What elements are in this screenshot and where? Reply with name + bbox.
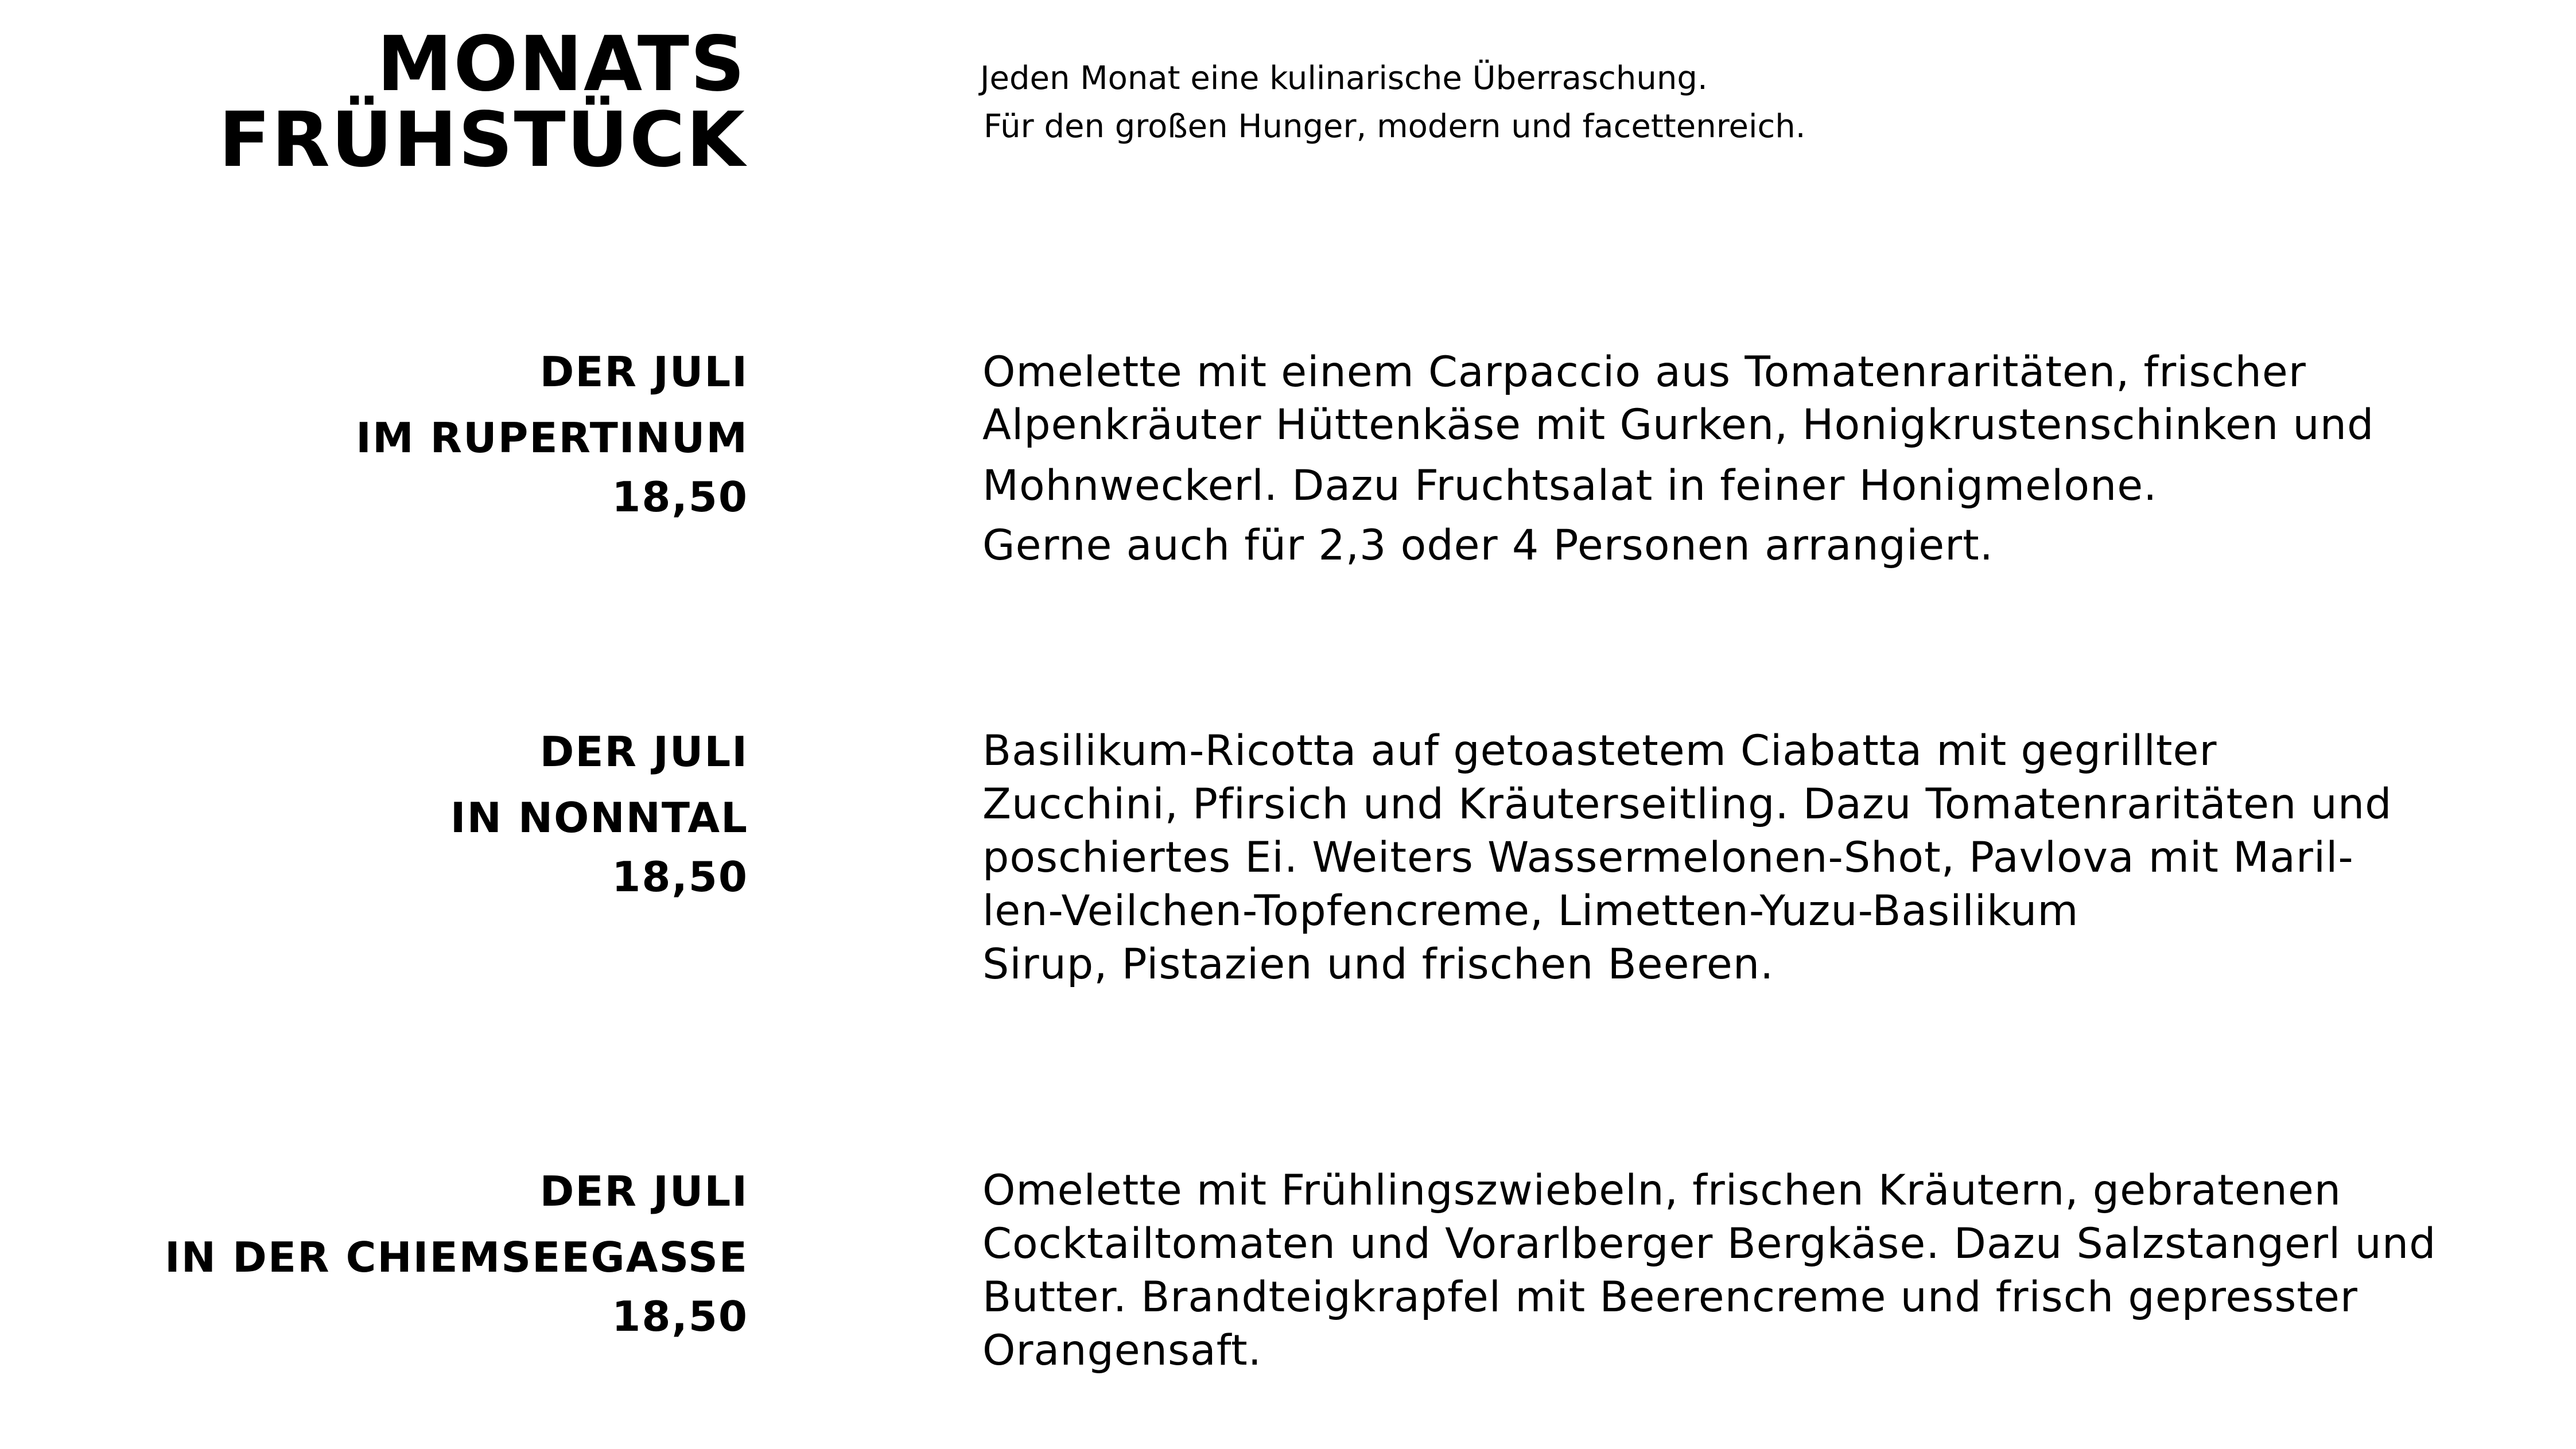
menu-item-location: IM RUPERTINUM: [356, 414, 748, 462]
page-title-line-2: FRÜHSTÜCK: [219, 96, 746, 184]
description-line: Zucchini, Pfirsich und Kräuterseitling. Dazu Tomatenraritäten und: [982, 780, 2392, 829]
menu-item-name: DER JULI: [539, 728, 748, 776]
menu-item-price: 18,50: [612, 1292, 748, 1341]
menu-item-name: DER JULI: [539, 1167, 748, 1215]
intro-line-1: Jeden Monat eine kulinarische Überraschung.: [980, 60, 1708, 97]
description-line: Basilikum-Ricotta auf getoastetem Ciabatta mit gegrillter: [982, 727, 2217, 775]
menu-item-price: 18,50: [612, 853, 748, 901]
description-line: poschiertes Ei. Weiters Wassermelonen-Shot, Pavlova mit Maril-: [982, 833, 2354, 882]
intro-line-2: Für den großen Hunger, modern und facettenreich.: [984, 108, 1806, 145]
description-line: Orangensaft.: [982, 1326, 1262, 1375]
description-line: Mohnweckerl. Dazu Fruchtsalat in feiner Honigmelone.: [982, 461, 2158, 510]
description-line: Cocktailtomaten und Vorarlberger Bergkäse. Dazu Salzstangerl und: [982, 1219, 2437, 1268]
description-line: Sirup, Pistazien und frischen Beeren.: [982, 940, 1774, 989]
description-line: len-Veilchen-Topfencreme, Limetten-Yuzu-Basilikum: [982, 887, 2079, 935]
description-line: Butter. Brandteigkrapfel mit Beerencreme und frisch gepresster: [982, 1273, 2358, 1322]
description-line: Omelette mit einem Carpaccio aus Tomatenraritäten, frischer: [982, 348, 2306, 397]
menu-item-name: DER JULI: [539, 348, 748, 396]
description-line: Gerne auch für 2,3 oder 4 Personen arrangiert.: [982, 521, 1994, 570]
description-line: Omelette mit Frühlingszwiebeln, frischen Kräutern, gebratenen: [982, 1166, 2342, 1215]
description-line: Alpenkräuter Hüttenkäse mit Gurken, Honigkrustenschinken und: [982, 401, 2375, 449]
menu-item-location: IN DER CHIEMSEEGASSE: [165, 1233, 748, 1281]
page-title-line-1: MONATS: [376, 20, 746, 108]
intro-text: [980, 55, 2013, 151]
menu-item-location: IN NONNTAL: [450, 794, 748, 842]
page-title: [115, 20, 746, 184]
menu-item-price: 18,50: [612, 473, 748, 521]
